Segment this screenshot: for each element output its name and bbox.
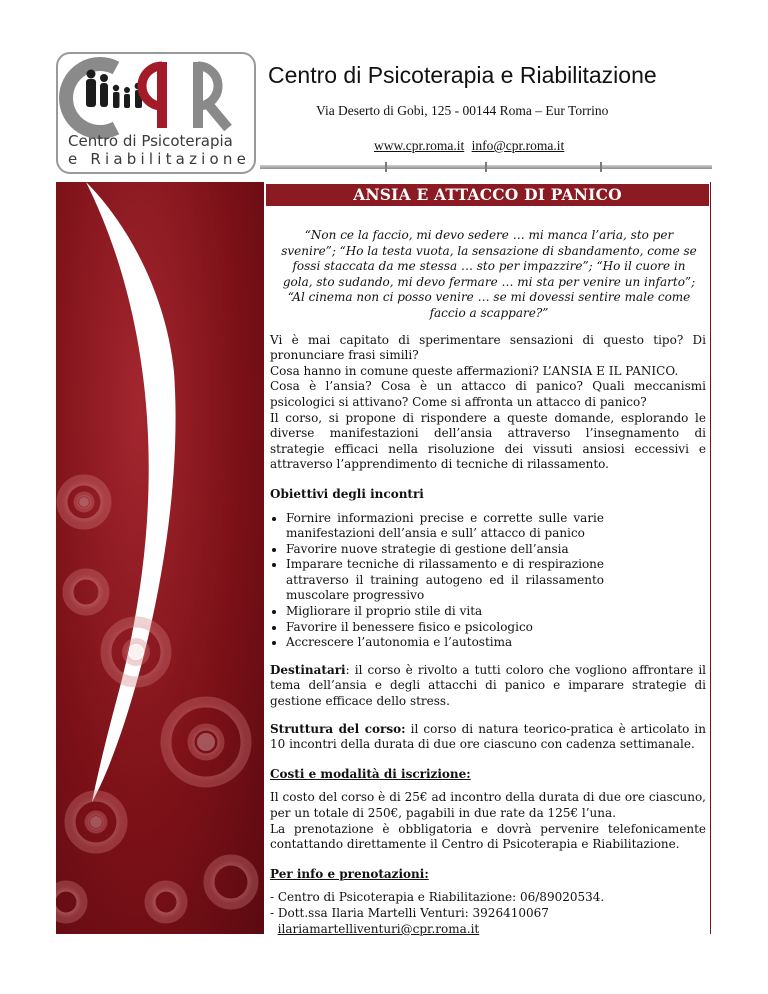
intro-line: Vi è mai capitato di sperimentare sensazioni di questo tipo? Di pronunciare frasi simili? — [270, 332, 706, 363]
structure-text: il corso di natura teorico-pratica è articolato in 10 incontri della durata di due ore ciascuno con cadenza settimanale. — [270, 721, 706, 752]
address: Via Deserto di Gobi, 125 - 00144 Roma – Eur Torrino — [316, 103, 609, 118]
info-heading: Per info e prenotazioni: — [270, 866, 429, 881]
structure-section — [270, 722, 706, 753]
page-title: Centro di Psicoterapia e Riabilitazione — [268, 62, 657, 88]
info-line: - Dott.ssa Ilaria Martelli Venturi: 3926410067 — [270, 905, 549, 920]
email-link[interactable]: info@cpr.roma.it — [471, 138, 565, 153]
intro-line: Il corso, si propone di rispondere a queste domande, esplorando le diverse manifestazioni dell’ansia attraverso l’insegnamento di strategie efficaci nella risoluzione dei vissuti ansiosi eccessivi e attraverso l’apprendimento di tecniche di rilassamento. — [270, 410, 706, 472]
info-email-link[interactable]: ilariamartelliventuri@cpr.roma.it — [277, 921, 480, 936]
objectives-heading: Obiettivi degli incontri — [270, 486, 424, 501]
audience-section — [270, 663, 706, 710]
divider-tick — [485, 162, 487, 172]
list-item: • Accrescere l’autonomia e l’autostima — [286, 635, 604, 651]
website-link[interactable]: www.cpr.roma.it — [374, 138, 465, 153]
course-description — [270, 228, 706, 937]
audience-label: Destinatari — [270, 662, 346, 677]
info-line: - Centro di Psicoterapia e Riabilitazione: 06/89020534. — [270, 890, 605, 905]
logo-text — [68, 132, 250, 168]
costs-line: Il costo del corso è di 25€ ad incontro della durata di due ore ciascuno, per un totale di 250€, pagabili in due rate da 125€ l’una. — [270, 790, 706, 820]
intro-line: Cosa è l’ansia? Cosa è un attacco di panico? Quali meccanismi psicologici si attivano? Come si affronta un attacco di panico? — [270, 379, 706, 409]
list-item: • Favorire nuove strategie di gestione dell’ansia — [286, 542, 604, 558]
list-item: • Fornire informazioni precise e corrette sulle varie manifestazioni dell’ansia e sull’ attacco di panico — [286, 511, 604, 542]
structure-label: Struttura del corso: — [270, 721, 406, 736]
list-item: • Migliorare il proprio stile di vita — [286, 604, 604, 620]
list-item: • Favorire il benessere fisico e psicologico — [286, 620, 604, 636]
divider-tick — [385, 162, 387, 172]
intro-line: Cosa hanno in comune queste affermazioni? L’ANSIA E IL PANICO. — [270, 363, 679, 378]
flowers-decoration-icon — [56, 182, 264, 934]
objectives-list — [270, 511, 604, 651]
intro-quote: “Non ce la faccio, mi devo sedere … mi manca l’aria, sto per svenire”; “Ho la testa vuota, la sensazione di sbandamento, come se fossi staccata da me stessa … sto per impazzire”; “Ho il cuore in gola, sto sudando, mi devo fermare … mi sta per venire un infarto”; “Al cinema non ci posso venire … se mi dovessi sentire male come faccio a scappare?” — [281, 228, 697, 320]
decorative-side-panel — [56, 182, 264, 934]
section-banner: ANSIA E ATTACCO DI PANICO — [266, 184, 709, 206]
costs-line: La prenotazione è obbligatoria e dovrà pervenire telefonicamente contattando direttamente il Centro di Psicoterapia e Riabilitazione. — [270, 821, 706, 852]
list-item: • Imparare tecniche di rilassamento e di respirazione attraverso il training autogeno ed il rilassamento muscolare progressivo — [286, 557, 604, 604]
logo — [56, 52, 256, 174]
costs-heading: Costi e modalità di iscrizione: — [270, 766, 471, 781]
info-email-line — [270, 922, 706, 938]
contact-links — [374, 138, 564, 154]
divider-tick — [600, 162, 602, 172]
audience-text: : il corso è rivolto a tutti coloro che vogliono affrontare il tema dell’ansia e degli attacchi di panico e imparare strategie di gestione efficace dello stress. — [270, 662, 706, 709]
logo-text-line1: Centro di Psicoterapia — [68, 132, 233, 150]
logo-text-line2: e Riabilitazione — [68, 150, 251, 168]
